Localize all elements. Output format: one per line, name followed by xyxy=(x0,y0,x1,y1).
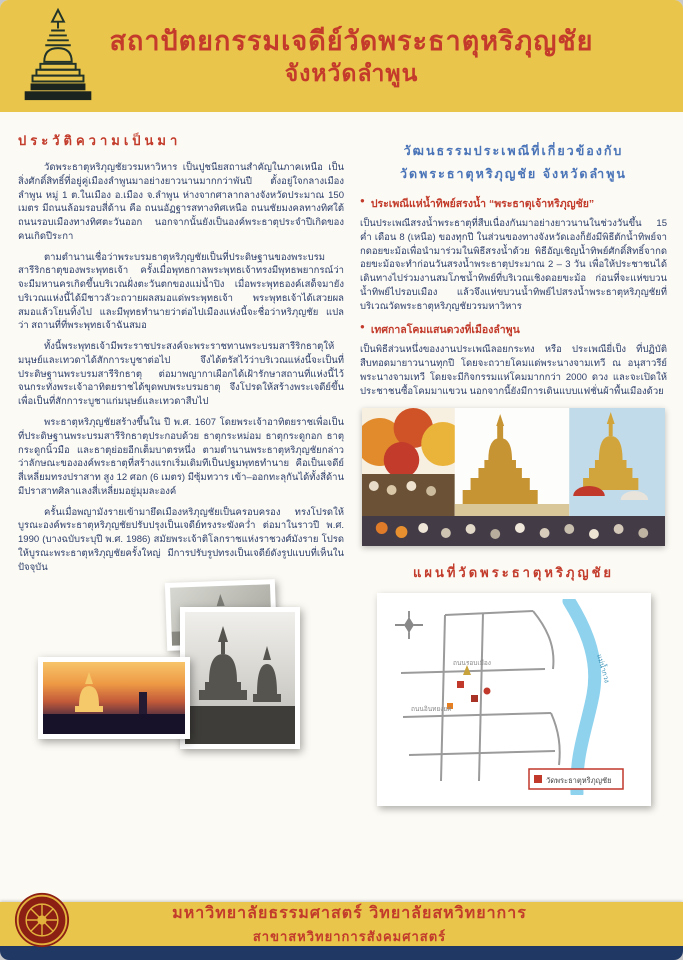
poster-header xyxy=(0,0,683,112)
history-section xyxy=(18,126,344,902)
culture-item-1-title: ประเพณีแห่น้ำทิพย์สรงน้ำ “พระธาตุเจ้าหริภุญชัย” xyxy=(370,198,595,210)
photo-chedi-sunset xyxy=(38,657,190,739)
temple-photo-collage xyxy=(362,408,665,546)
footer-university: มหาวิทยาลัยธรรมศาสตร์ วิทยาลัยสหวิทยาการ xyxy=(172,903,527,922)
history-paragraph: ตามตำนานเชื่อว่าพระบรมธาตุหริภุญชัยเป็นที่ประดิษฐานของพระบรมสารีริกธาตุของพระพุทธเจ้า ครั้งเมื่อพุทธกาลพระพุทธเจ้าทรงมีพุทธพยากรณ์ว่าจะมีมหานครเกิดขึ้นบริเวณฝั่งตะวันตกของแม่น้ำปิง เมื่อพระพุทธองค์เสด็จมายังบริเวณแห่งนี้ได้มีชาวลัวะถวายผลสมอแด่พระพุทธเจ้า พระพุทธเจ้าได้เสวยผลสมอแล้วโยนทิ้งไป และมีพุทธทำนายว่าต่อไปเมืองแห่งนี้จะชื่อว่าหริภุญชัย แปลว่า สถานที่ที่พระพุทธเจ้าฉันสมอ xyxy=(18,251,344,332)
history-heading: ประวัติความเป็นมา xyxy=(18,133,182,148)
map-legend xyxy=(529,769,623,789)
history-paragraph: ทั้งนี้พระพุทธเจ้ามีพระราชประสงค์จะพระราชทานพระบรมสารีริกธาตุให้มนุษย์และเทวดาได้สักการะบูชาต่อไป จึงได้ตรัสไว้ว่าบริเวณแห่งนี้จะเป็นที่ประดิษฐานพระบรมสารีริกธาตุ ต่อมาพญากาเผือกได้เฝ้ารักษาสถานที่แห่งนี้ไว้ จนกระทั่งพระเจ้าอาทิตยราชได้ขุดพบพระบรมธาตุ จึงโปรดให้สร้างพระเจดีย์ขึ้นเพื่อเป็นที่สักการะบูชาแก่มนุษย์และเทวดาสืบไป xyxy=(18,341,344,408)
culture-section xyxy=(360,126,667,902)
gold-chedi-photo xyxy=(455,408,569,516)
map-graphic xyxy=(383,599,633,795)
umbrella-crowd-photo xyxy=(362,408,465,516)
culture-heading xyxy=(360,140,667,185)
culture-item-2-body: เป็นพิธีส่วนหนึ่งของงานประเพณีลอยกระทง หรือ ประเพณียี่เป็ง ที่ปฏิบัติสืบทอดมายาวนานทุกปี โดยจะถวายโคมแด่พระนางจามเทวี ณ อนุสาวรีย์พระนางจามเทวี โดยจะมีกิจกรรมแห่โคมมากกว่า 2000 ดวง และจะเปิดให้ประชาชนซื้อโคมมาแขวน นอกจากนี้ยังมีการเดินแบบแฟชั่นผ้าพื้นเมืองด้วย xyxy=(360,344,667,397)
culture-item-2-title-row xyxy=(360,321,667,338)
road-label-2: ถนนอินทยงยศ xyxy=(410,706,451,714)
culture-item-1-body: เป็นประเพณีสรงน้ำพระธาตุที่สืบเนื่องกันมาอย่างยาวนานในช่วงวันขึ้น 15 ค่ำ เดือน 8 (เหนือ) ของทุกปี ในส่วนของทางจังหวัดเองก็ยังมีพิธีตักน้ำทิพย์จากดอยขะม้อเพื่อนำมาร่วมในพิธีสรงน้ำด้วย พิธีอัญเชิญน้ำทิพย์ศักดิ์สิทธิ์จากดอยขะม้อจะทำก่อนวันสรงน้ำพระธาตุประมาณ 2 – 3 วัน เพื่อให้ประชาชนได้เดินทางไปร่วมงานสมโภชน้ำทิพย์ที่บริเวณเชิงดอยขะม้อ ก่อนที่จะแห่ขบวนน้ำทิพย์ไปรอบเมือง แล้วจึงแห่ขบวนน้ำทิพย์ไปสรงน้ำพระธาตุหริภุญชัยที่บริเวณวัดพระธาตุหริภุญชัยวรมหาวิหาร xyxy=(360,218,667,312)
blue-sky-chedi-photo xyxy=(569,408,665,516)
map-heading: แผนที่วัดพระธาตุหริภุญชัย xyxy=(412,565,615,581)
history-paragraph: พระธาตุหริภุญชัยสร้างขึ้นใน ปี พ.ศ. 1607 โดยพระเจ้าอาทิตยราชเพื่อเป็นที่ประดิษฐานพระบรมสารีริกธาตุประกอบด้วย ธาตุกระหม่อม ธาตุกระดูกอก ธาตุกระดูกนิ้วมือ และธาตุย่อยอีกเต็มบาตรหนึ่ง ตามตำนานพระธาตุหริภุญชัยกล่าวว่าลักษณะขององค์พระธาตุที่สร้างแรกเริ่มเดิมทีเป็นปฐมพุทธทำนาย คือเป็นเจดีย์สี่เหลี่ยมทรงปราสาท สูง 12 ศอก (6 เมตร) มีซุ้มทวาร เข้า–ออกทะลุกันได้ทั้งสี่ด้าน มีปราสาทศิลาแลงสี่เหลี่ยมอยู่มุมละองค์ xyxy=(18,417,344,497)
title-line-1: สถาปัตยกรรมเจดีย์วัดพระธาตุหริภุญชัย xyxy=(109,25,594,57)
poster-body xyxy=(0,112,683,902)
photo-chedi-sunset-image xyxy=(43,662,185,734)
river-label: แม่น้ำกวง xyxy=(594,654,610,685)
bw-chedi-silhouette xyxy=(185,612,295,744)
photo-group xyxy=(18,581,344,751)
photo-chedi-bw-image xyxy=(185,612,295,744)
bullet-icon: ● xyxy=(360,196,365,205)
title-line-2: จังหวัดลำพูน xyxy=(284,59,419,87)
culture-item-1-title-row xyxy=(360,195,667,212)
culture-heading-line-1: วัฒนธรรมประเพณีที่เกี่ยวข้องกับ xyxy=(403,144,624,158)
bullet-icon: ● xyxy=(360,322,365,332)
crowd-strip-photo xyxy=(362,516,665,546)
chedi-stamp-logo xyxy=(18,7,98,105)
poster-title xyxy=(98,24,665,89)
bottom-bar xyxy=(0,946,683,960)
footer-program: สาขาสหวิทยาการสังคมศาสตร์ xyxy=(252,930,447,945)
road-label-1: ถนนรอบเมือง xyxy=(452,660,491,668)
legend-label: วัดพระธาตุหริภุญชัย xyxy=(545,776,612,786)
poster-footer xyxy=(0,902,683,946)
footer-text xyxy=(70,901,669,947)
collage-graphic xyxy=(362,408,665,546)
culture-item-2-title: เทศกาลโคมแสนดวงที่เมืองลำพูน xyxy=(370,324,520,337)
history-paragraph: วัดพระธาตุหริภุญชัยวรมหาวิหาร เป็นปูชนียสถานสำคัญในภาคเหนือ เป็นสิ่งศักดิ์สิทธิ์ที่อยู่คู่เมืองลำพูนมาอย่างยาวนานมากกว่าพันปี ตั้งอยู่ใจกลางเมืองลำพูน หมู่ 1 ต.ในเมือง อ.เมือง จ.ลำพูน ห่างจากศาลากลางจังหวัดประมาณ 150 เมตร มีถนนล้อมรอบสี่ด้าน คือ ถนนอัฏฐารสทางทิศเหนือ ถนนชัยมงคลทางทิศใต้ ถนนรอบเมืองทางทิศตะวันออก นอกจากนั้นยังเป็นองค์พระธาตุประจำปีเกิดของคนเกิดปีระกา xyxy=(18,162,344,242)
culture-heading-line-2: วัดพระธาตุหริภุญชัย จังหวัดลำพูน xyxy=(400,166,627,181)
photo-chedi-bw xyxy=(180,607,300,749)
university-emblem xyxy=(14,892,70,948)
dharma-wheel-icon xyxy=(14,892,70,948)
chedi-icon xyxy=(18,7,98,105)
temple-map xyxy=(377,593,651,806)
history-paragraph: ครั้นเมื่อพญามังรายเข้ามายึดเมืองหริภุญชัยเป็นครอบครอง ทรงโปรดให้บูรณะองค์พระธาตุหริภุญชัยปรับปรุงเป็นเจดีย์ทรงระฆังคว่ำ ต่อมาในราวปี พ.ศ. 1990 (บางฉบับระบุปี พ.ศ. 1986) สมัยพระเจ้าติโลกราชแห่งราชวงศ์มังราย โปรดให้บูรณะพระธาตุหริภุญชัยครั้งใหญ่ มีการปรับรูปทรงเป็นเจดีย์ดังรูปแบบที่เห็นในปัจจุบัน xyxy=(18,506,344,573)
sunset-chedi-silhouette xyxy=(43,662,185,734)
